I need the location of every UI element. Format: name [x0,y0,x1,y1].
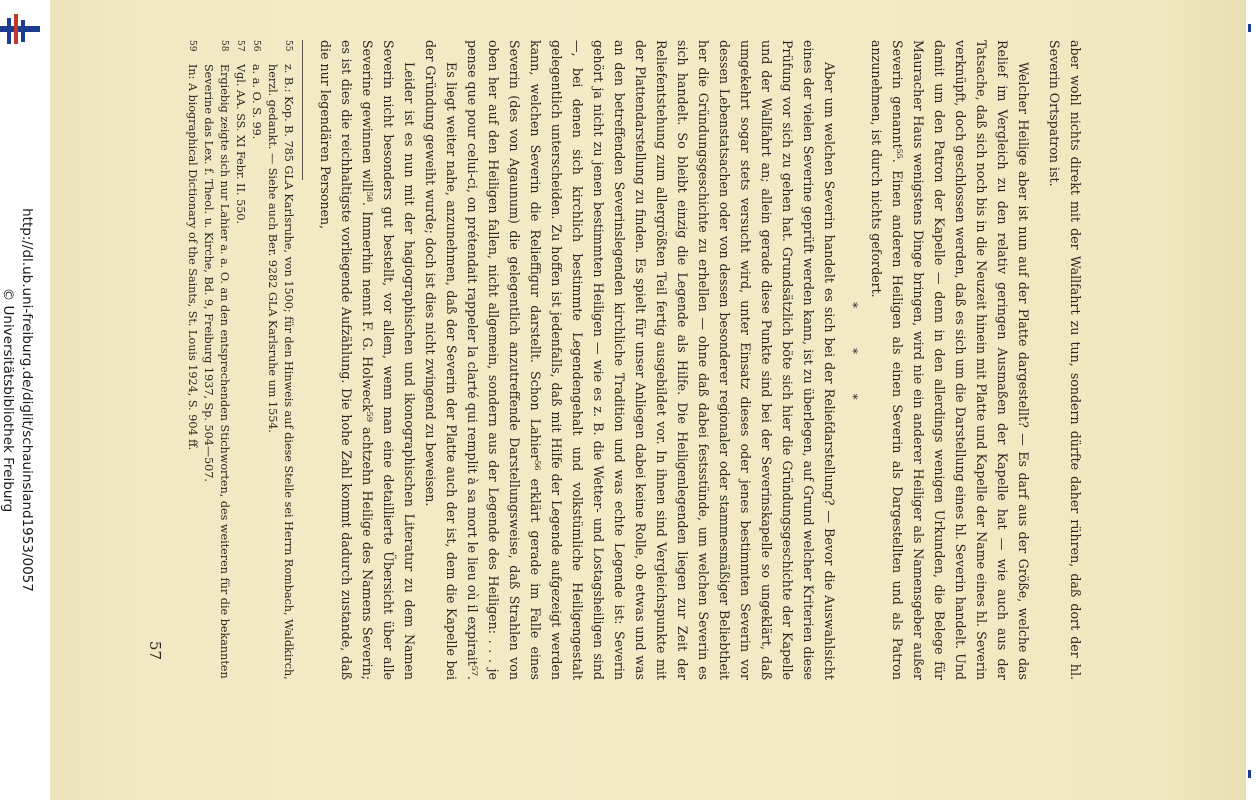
page-text [146,40,1086,680]
footnote-text: Ergiebig zeigte sich nur Lahier a. a. O. an den entsprechenden Stichworten, des weiteren für die bekannten Severine das Lex. f. Theol. u. Kirche, Bd. 9, Freiburg 1937, Sp. 504—507. [202,64,231,679]
footnote [248,40,264,680]
footnote-text: Vgl. AA. SS. XI Febr. II. 550. [234,64,247,225]
intro-paragraph: aber wohl nichts direkt mit der Wallfahrt zu tun, sondern dürfte daher rühren, daß dort der hl. Severin Ortspatron ist. [1047,40,1083,680]
paragraph: Welcher Heilige aber ist nun auf der Platte dargestellt? — Es darf aus der Größe, welche das Relief im Vergleich zu den relativ geringen Ausmaßen der Kapelle hat — wie auch aus der Tatsache, daß sich noch bis in die Neuzeit hinein mit Platte und Kapelle der Name eines hl. Severin verknüpft, doch geschlossen werden, daß es sich um die Darstellung eines hl. Severin handelt. Und damit um den Patron der Kapelle — denn in den allerdings wenigen Urkunden, die Belege für Mauracher Haus wenigstens Dinge bringen, wird nie ein anderer Heiliger als Namensgeber außer Severin genannt⁵⁵. Einen anderen Heiligen als einen Severin als Dargestellten und als Patron anzunehmen, ist durch nichts gefordert. [869,40,1031,680]
footnote-number: 58 [219,40,229,52]
citation-strip [0,0,40,800]
permalink[interactable]: http://dl.ub.uni-freiburg.de/diglit/schauinsland1953/0057 [19,208,35,592]
footnote-number: 57 [235,40,245,52]
page-number: 57 [146,640,164,660]
edge-marker-icon [1248,24,1251,32]
copyright-notice: © Universitätsbibliothek Freiburg [0,287,16,513]
viewer-margin [0,0,50,800]
footnote [232,40,248,680]
footnote-text: In: A biographical Dictionary of the Saints, St. Louis 1924, S. 904 ff. [186,64,199,451]
footnote-text: a. a. O. S. 99. [250,64,263,140]
right-edge [1246,0,1256,800]
paragraph: Es liegt weiter nahe, anzunehmen, daß der Severin der Platte auch der ist, dem die Kapelle bei der Gründung geweiht wurde; doch ist dies nicht zwingend zu beweisen. [423,40,459,680]
footnote-number: 55 [283,40,293,52]
section-divider: * * * [846,302,860,418]
paragraph: Leider ist es nun mit der hagiographischen und ikonographischen Literatur zu dem Namen Severin nicht besonders gut bestellt, vor allem, wenn man eine detaillierte Übersicht über alle Severine gewinnen will⁵⁸. Immerhin nennt F. G. Holweck⁵⁹ achtzehn Heilige des Namens Severin; es ist dies die reichhaltigste vorliegende Aufzählung. Die hohe Zahl kommt dadurch zustande, daß die nur legendären Personen, [318,40,417,680]
footnotes [184,40,296,680]
footnote-number: 56 [251,40,261,52]
edge-marker-icon [1248,770,1251,778]
footnote-number: 59 [187,40,197,52]
footnote [264,40,296,680]
footnote-text: z. B.: Kop. B. 785 GLA Karlsruhe, von 1500; für den Hinweis auf diese Stelle sei Herrn Rombach, Waldkirch, herzl. gedankt. — Siehe auch Ber. 9282 GLA Karlsruhe um 1554. [266,64,295,680]
footnote [200,40,232,680]
paragraph: Aber um welchen Severin handelt es sich bei der Reliefdarstellung? — Bevor die Auswahlsicht eines der vielen Severine geprüft werden kann, ist zu überlegen, auf Grund welcher Kriterien diese Prüfung vor sich zu gehen hat. Grundsätzlich böte sich hier die Gründungsgeschichte der Kapelle und der Wallfahrt an; allein gerade diese Punkte sind bei der Severinskapelle so ungeklärt, daß umgekehrt sogar stets versucht wird, unter Einsatz dieses oder jenes bestimmten Severin vor dessen Lebenstatsachen oder von dessen besonderer regionaler oder stammesmäßiger Beliebtheit her die Gründungsgeschichte zu erhellen — ohne daß dabei festsstünde, um welchen Severin es sich handelt. So bleibt einzig die Legende als Hilfe. Die Heiligenlegenden liegen zur Zeit der Reliefentstehung zum allergrößten Teil fertig ausgebildet vor. In ihnen sind Vergleichspunkte mit der Plattendarstellung zu finden. Es spielt für unser Anliegen dabei keine Rolle, ob etwas und was an den betreffenden Severinslegenden kirchliche Tradition und was echte Legende ist: Severin gehört ja nicht zu jenen bestimmten Heiligen — wie es z. B. die Wetter- und Lostagsheiligen sind —, bei denen sich kirchlich bestimmte Legendengehalt und volkstümliche Heiligengestalt gelegentlich unterscheiden. Zu hoffen ist jedenfalls, daß mit Hilfe der Legende aufgezeigt werden kann, welchen Severin die Relieffigur darstellt. Schon Lahier⁵⁶ erklärt gerade im Falle eines Severin (des von Agaunum) die gelegentlich anzutreffende Darstellungsweise, daß Strahlen von oben her auf den Heiligen fallen, nicht allgemein, sondern aus der Legende des Heiligen: . . . je pense que pour celui-ci, on prétendait rappeler la clarté qui remplit à sa mort le lieu où il expirait⁵⁷. [465,40,837,680]
footnote [184,40,200,680]
footnote-rule [302,40,303,180]
